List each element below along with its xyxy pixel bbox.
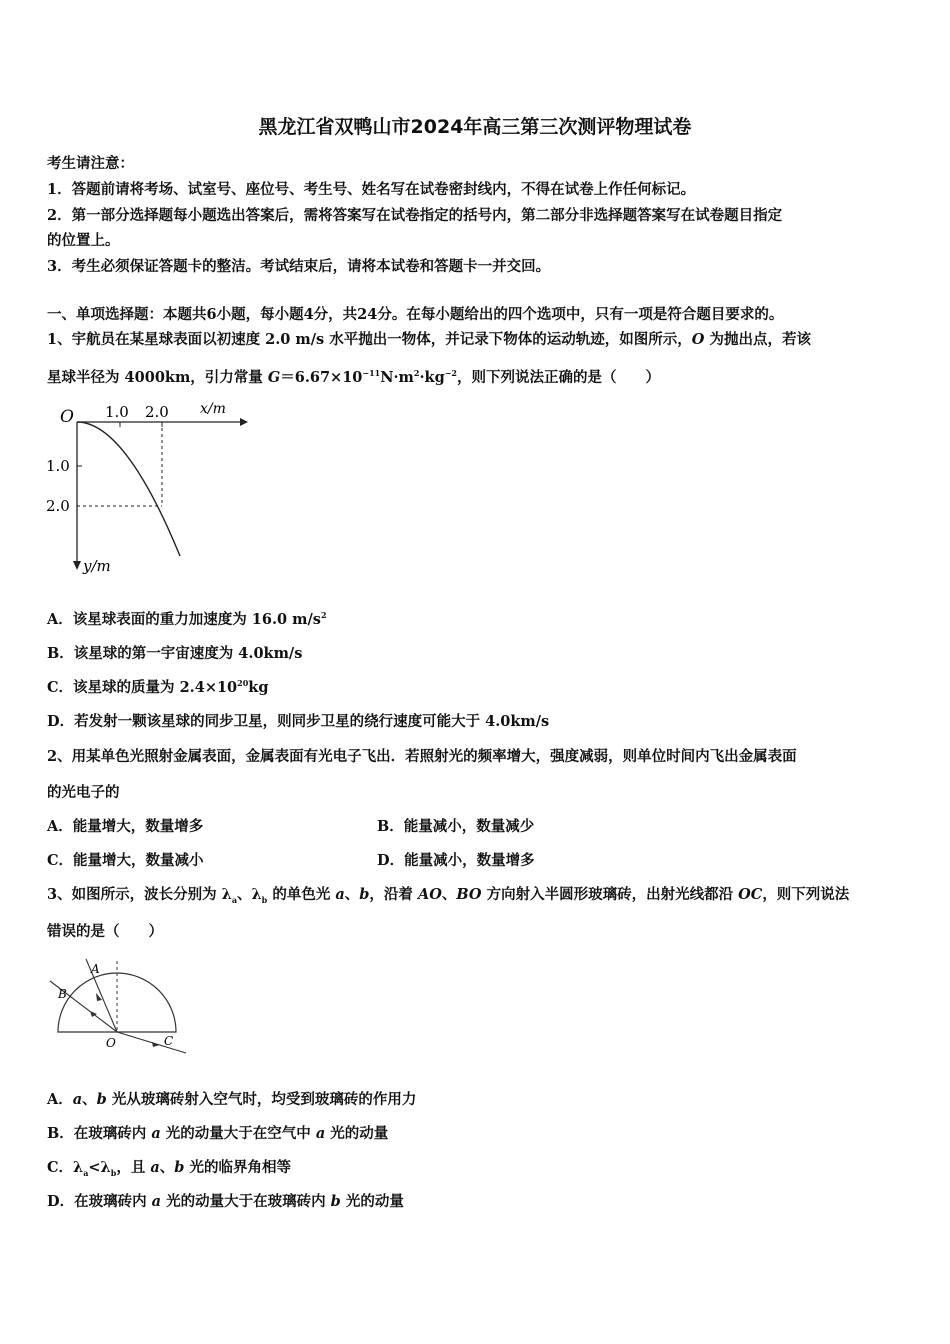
q1-stem-line2: 星球半径为 4000km，引力常量 $G=6.67\times 10^{-11}N\cdot m^2\cdot kg^{-2}$，则下列说法正确的是（ ） bbox=[47, 368, 660, 386]
origin-label: O bbox=[60, 407, 74, 427]
q1-trajectory-graph bbox=[40, 395, 260, 585]
notice-item-1: 1．答题前请将考场、试室号、座位号、考生号、姓名写在试卷密封线内，不得在试卷上作任何标记。 bbox=[47, 181, 696, 198]
q2-option-b: B．能量减小，数量减少 bbox=[377, 818, 535, 835]
q3-stem-line1: 3、如图所示，波长分别为 $\lambda_a$、$\lambda_b$ 的单色光 a、b，沿着 AO、BO 方向射入半圆形玻璃砖，出射光线都沿 OC，则下列说法 bbox=[47, 886, 850, 905]
q1-option-c: C．该星球的质量为 $2.4\times 10^{20}kg$ bbox=[47, 678, 269, 696]
notice-item-2-cont: 的位置上。 bbox=[47, 232, 120, 249]
q3-glass-brick-figure bbox=[44, 955, 194, 1060]
label-c: C bbox=[164, 1034, 174, 1048]
q2-option-a: A．能量增大，数量增多 bbox=[47, 818, 204, 835]
x-tick-2: 2.0 bbox=[145, 403, 169, 421]
ray-oc bbox=[117, 1032, 186, 1053]
q2-stem-line2: 的光电子的 bbox=[47, 784, 120, 801]
q1-option-b: B．该星球的第一宇宙速度为 4.0km/s bbox=[47, 645, 303, 662]
notice-heading: 考生请注意： bbox=[47, 155, 134, 172]
q3-option-d: D．在玻璃砖内 a 光的动量大于在玻璃砖内 b 光的动量 bbox=[47, 1193, 404, 1210]
q1-option-a: A．该星球表面的重力加速度为 16.0 $m/s^2$ bbox=[47, 610, 327, 628]
q1-stem-line1: 1、宇航员在某星球表面以初速度 2.0 m/s 水平抛出一物体，并记录下物体的运动轨迹，如图所示，O 为抛出点，若该 bbox=[47, 331, 811, 348]
q2-option-c: C．能量增大，数量减小 bbox=[47, 852, 204, 869]
y-tick-2: 2.0 bbox=[46, 497, 70, 515]
x-axis-arrow-icon bbox=[240, 418, 248, 426]
x-tick-1: 1.0 bbox=[105, 403, 129, 421]
q3-option-a: A．a、b 光从玻璃砖射入空气时，均受到玻璃砖的作用力 bbox=[47, 1091, 417, 1108]
q2-option-d: D．能量减小，数量增多 bbox=[377, 852, 535, 869]
q1-option-d: D．若发射一颗该星球的同步卫星，则同步卫星的绕行速度可能大于 4.0km/s bbox=[47, 713, 550, 730]
y-axis-label: y/m bbox=[83, 557, 111, 575]
section-heading: 一、单项选择题：本题共6小题，每小题4分，共24分。在每小题给出的四个选项中，只有一项是符合题目要求的。 bbox=[47, 306, 784, 323]
q2-stem-line1: 2、用某单色光照射金属表面，金属表面有光电子飞出．若照射光的频率增大，强度减弱，则单位时间内飞出金属表面 bbox=[47, 748, 797, 765]
label-o: O bbox=[106, 1036, 116, 1050]
q3-stem-line2: 错误的是（ ） bbox=[47, 923, 163, 940]
notice-item-3: 3．考生必须保证答题卡的整洁。考试结束后，请将本试卷和答题卡一并交回。 bbox=[47, 258, 551, 275]
page-title: 黑龙江省双鸭山市2024年高三第三次测评物理试卷 bbox=[258, 116, 692, 138]
q3-option-b: B．在玻璃砖内 a 光的动量大于在空气中 a 光的动量 bbox=[47, 1125, 389, 1142]
label-a: A bbox=[91, 962, 100, 976]
trajectory-curve bbox=[77, 422, 180, 556]
notice-item-2: 2．第一部分选择题每小题选出答案后，需将答案写在试卷指定的括号内，第二部分非选择题答案写在试卷题目指定 bbox=[47, 207, 783, 224]
label-b: B bbox=[58, 987, 67, 1001]
x-axis-label: x/m bbox=[200, 401, 226, 417]
y-axis-arrow-icon bbox=[73, 561, 81, 570]
y-tick-1: 1.0 bbox=[46, 457, 70, 475]
q3-option-c: C．$\lambda_a<\lambda_b$，且 a、b 光的临界角相等 bbox=[47, 1159, 291, 1178]
